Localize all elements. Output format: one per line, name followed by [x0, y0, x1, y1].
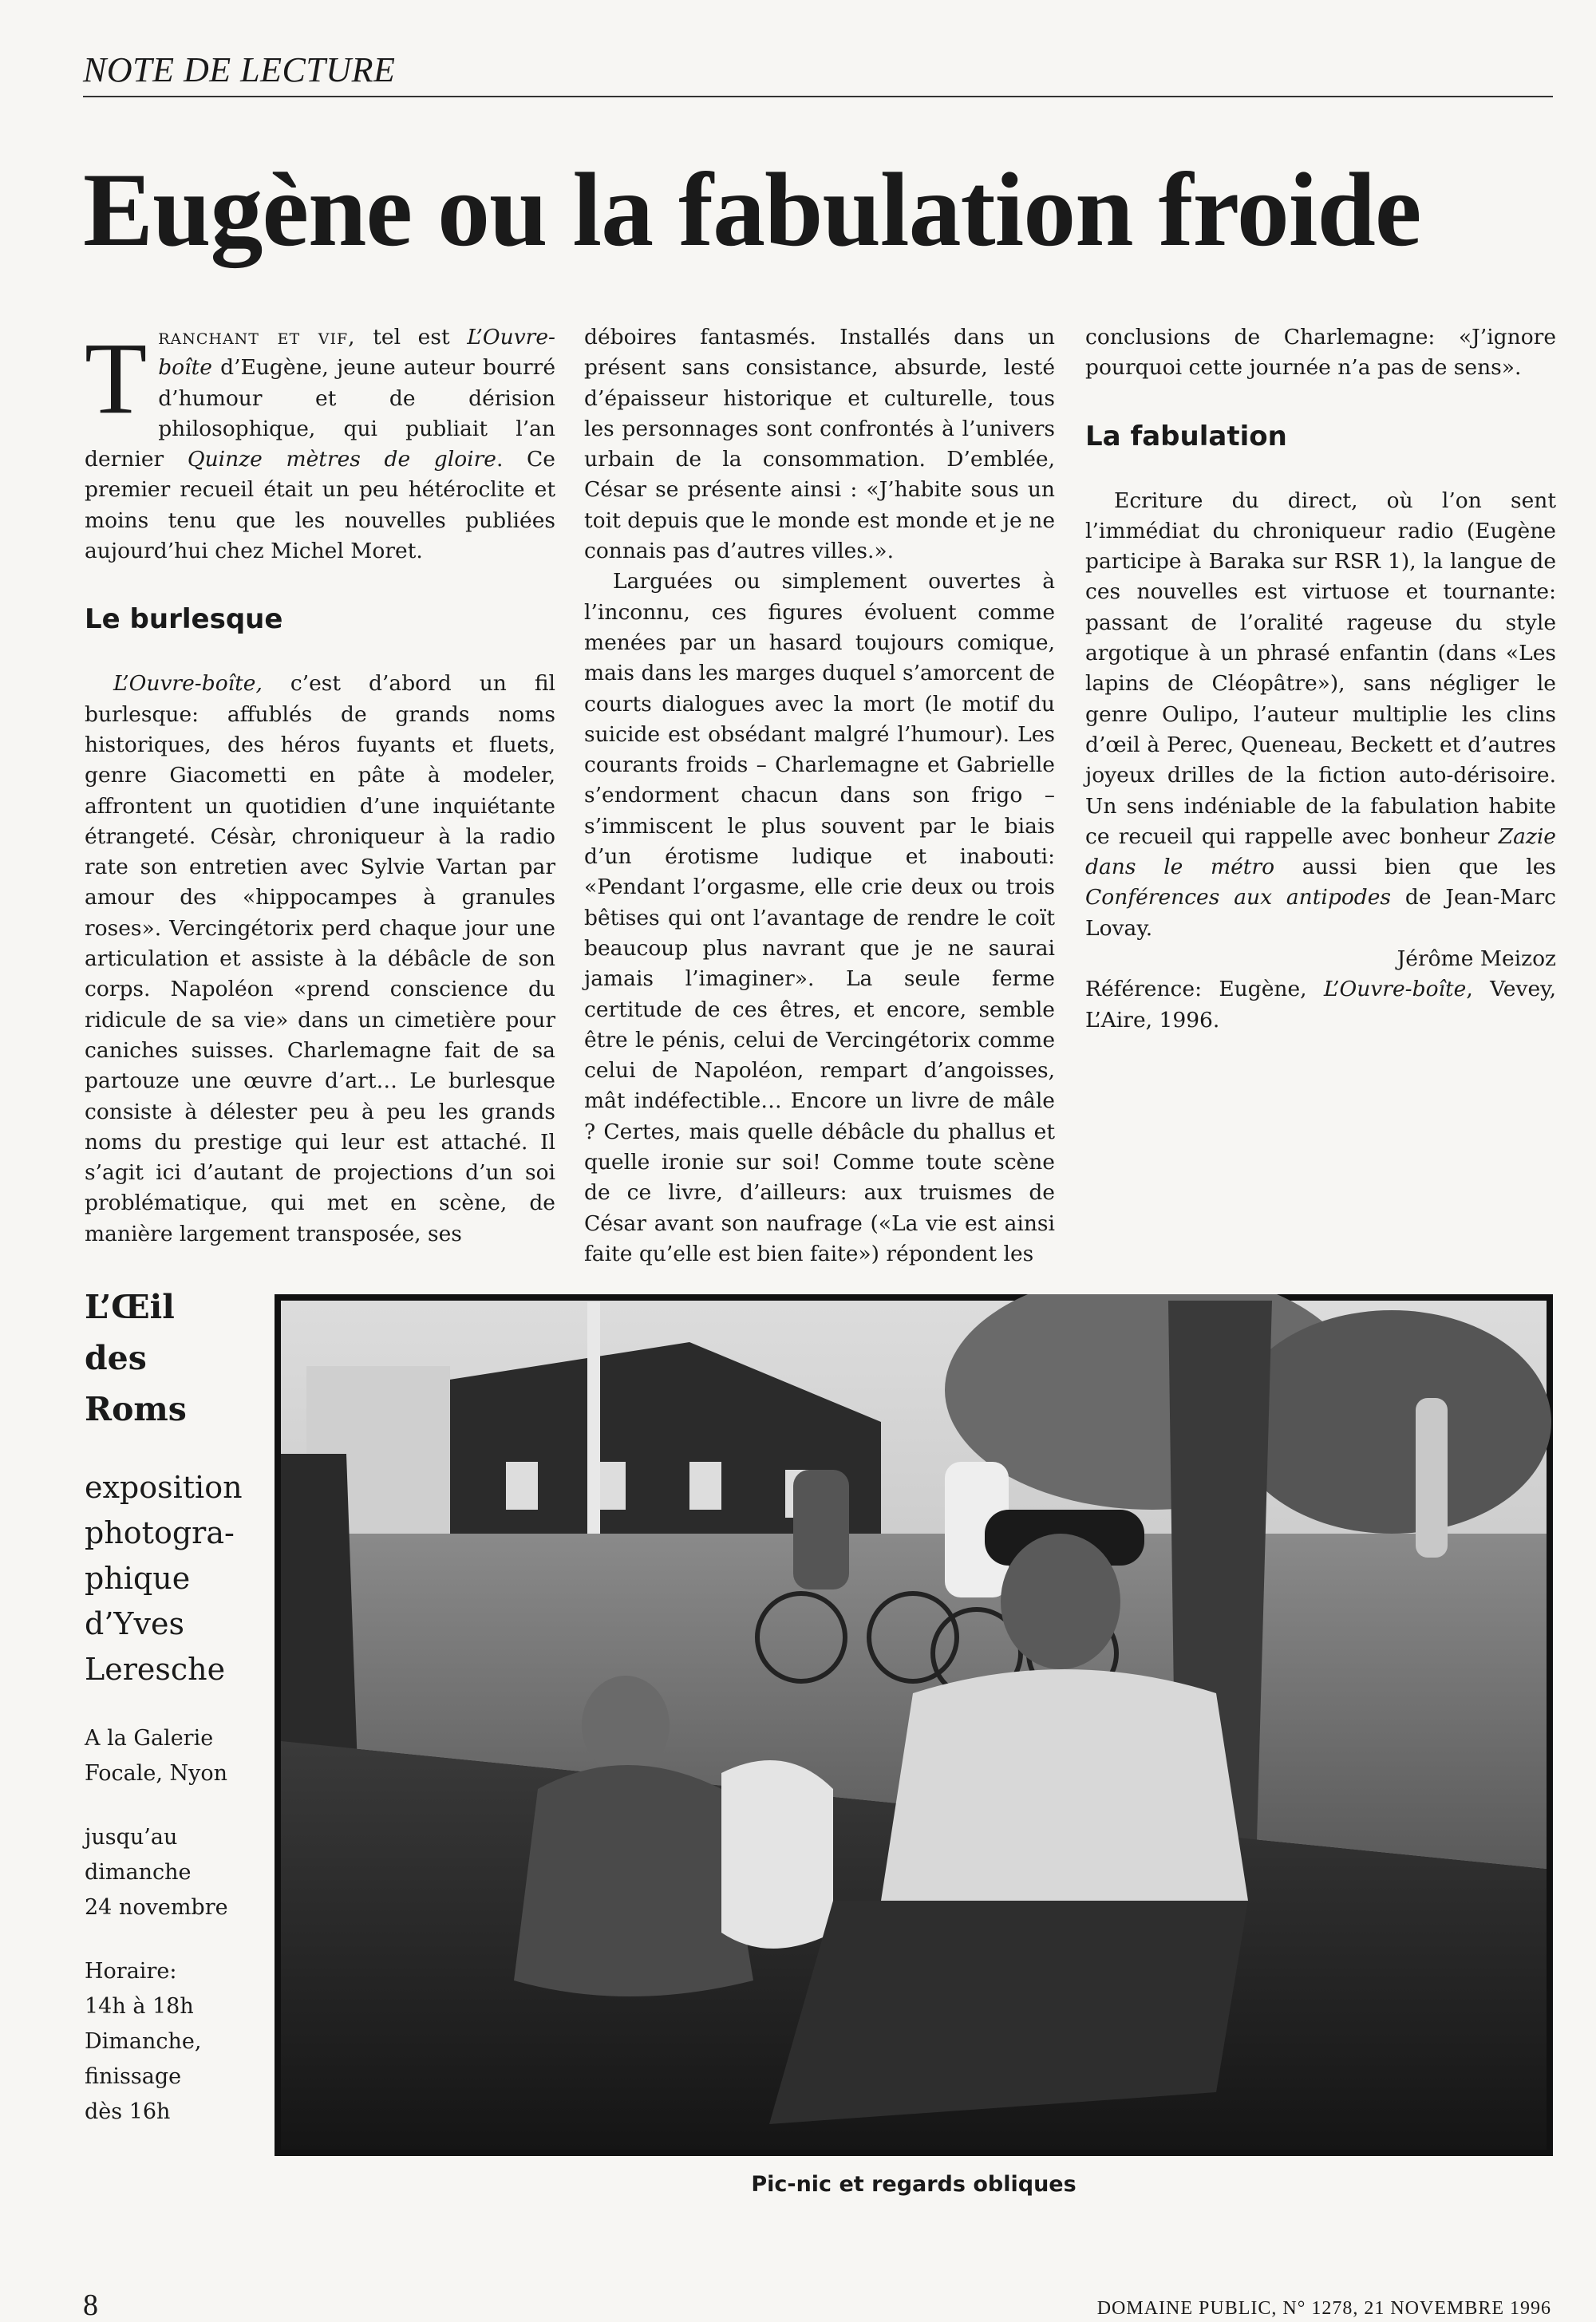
text: Ecriture du direct, où l’on sent l’immédiat du chroniqueur radio (Eugène participe à Baraka sur RSR 1), la langue de ces nouvelles est virtuose et tournante: passant de l’oralité rageuse du style argotique à un phrasé enfantin (dans «Les lapins de Cléopâtre»), sans négliger le genre Oulipo, l’auteur multiplie les clins d’œil à Perec, Queneau, Beckett et d’autres joyeux drilles de la fiction auto-dérisoire. Un sens indéniable de la fabulation habite ce recueil qui rappelle avec bonheur	[1085, 488, 1556, 849]
man-shirt	[881, 1669, 1248, 1901]
text: . Ce premier recueil était un peu hétéroclite et moins tenu que les nouvelles publiées aujourd’hui chez Michel Moret.	[85, 447, 555, 564]
book-title: Zazie dans le métro	[1085, 823, 1556, 880]
text: de Jean-Marc Lovay.	[1085, 885, 1556, 941]
drop-cap: T	[85, 322, 148, 435]
subtitle-line: Leresche	[85, 1652, 226, 1687]
hours-line: Dimanche,	[85, 2029, 202, 2054]
exhibition-title	[85, 1281, 268, 1435]
plastic-bag	[721, 1760, 833, 1949]
exhibition-photo	[275, 1294, 1553, 2156]
man-legs	[769, 1901, 1248, 2124]
exhibition-subtitle	[85, 1465, 268, 1692]
date-line: jusqu’au	[85, 1825, 178, 1850]
photo-caption: Pic-nic et regards obliques	[751, 2172, 1077, 2197]
pedestrian	[1416, 1398, 1448, 1558]
book-title: L’Ouvre-boîte	[158, 325, 555, 381]
paragraph	[1085, 486, 1556, 944]
subtitle-line: exposition	[85, 1470, 243, 1505]
text: c’est d’abord un fil burlesque: affublés de grands noms historiques, des héros fuyants et fluets, genre Giacometti en pâte à modeler, affrontent un quotidien d’une inquiétante étrangeté. Césàr, chroniqueur à la radio rate son entretien avec Sylvie Vartan par amour des «hippocampes à granules roses». Vercingétorix perd chaque jour une articulation et assiste à la débâcle de son corps. Napoléon «prend conscience du ridicule de sa vie» dans un cimetière pour caniches suisses. Charlemagne fait de sa partouze une œuvre d’art… Le burlesque consiste à délester peu à peu les grands noms du prestige qui leur est attaché. Il s’agit ici d’autant de projections d’un soi problématique, qui met en scène, de manière largement transposée, ses	[85, 671, 555, 1246]
woman-head	[582, 1676, 670, 1775]
page-number: 8	[83, 2288, 98, 2322]
pole	[587, 1302, 600, 1566]
text: Référence: Eugène,	[1085, 977, 1324, 1002]
exhibition-hours	[85, 1954, 268, 2130]
man-head	[1001, 1534, 1120, 1669]
photo-illustration	[275, 1294, 1553, 2156]
book-title: L’Ouvre-boîte	[1323, 977, 1467, 1002]
venue-line: A la Galerie	[85, 1726, 214, 1751]
book-reference	[1085, 974, 1556, 1036]
hours-line: Horaire:	[85, 1959, 177, 1984]
subheading-fabulation: La fabulation	[1085, 420, 1287, 452]
paragraph: Larguées ou simplement ouvertes à l’inconnu, ces figures évoluent comme menées par un hasard toujours comique, mais dans les marges duquel s’amorcent de courts dialogues avec la mort (le motif du suicide est obsédant malgré l’humour). Les courants froids – Charlemagne et Gabrielle s’endorment chacun dans son frigo – s’immiscent le plus souvent par le biais d’un érotisme ludique et inabouti: «Pendant l’orgasme, elle crie deux ou trois bêtises qui ont l’avantage de rendre le coït beaucoup plus navrant que je ne saurai jamais l’imaginer». La seule ferme certitude de ces êtres, et encore, semble être le pénis, celui de Vercingétorix comme celui de Napoléon, rempart d’angoisses, mât indéfectible… Encore un livre de mâle ? Certes, mais quelle débâcle du phallus et quelle ironie sur soi! Comme toute scène de ce livre, d’ailleurs: aux truismes de César avant son naufrage («La vie est ainsi faite qu’elle est bien faite») répondent les	[584, 569, 1055, 1266]
text: tel est	[355, 325, 468, 349]
paragraph	[85, 669, 555, 1250]
subtitle-line: phique	[85, 1561, 191, 1596]
exhibition-dates	[85, 1820, 268, 1925]
book-title: L’Ouvre-boîte,	[113, 671, 263, 697]
title-line: L’Œil	[85, 1288, 175, 1326]
woman-figure	[514, 1765, 753, 1996]
book-title: Conférences aux antipodes	[1085, 885, 1392, 910]
publication-reference: DOMAINE PUBLIC, N° 1278, 21 NOVEMBRE 1996	[1096, 2298, 1551, 2319]
lead-in: ranchant et vif,	[158, 325, 356, 349]
venue-line: Focale, Nyon	[85, 1761, 228, 1786]
title-line: Roms	[85, 1390, 187, 1428]
subtitle-line: d’Yves	[85, 1606, 184, 1641]
article-headline: Eugène ou la fabulation froide	[83, 151, 1421, 268]
article-column-1	[85, 322, 555, 1250]
tree-canopy	[1232, 1310, 1551, 1534]
hours-line: finissage	[85, 2064, 182, 2089]
exhibition-sidebar	[85, 1281, 268, 2130]
text: aussi bien que les	[1274, 855, 1556, 880]
section-rule	[83, 96, 1553, 97]
book-title: Quinze mètres de gloire	[187, 447, 496, 472]
text: , Vevey, L’Aire, 1996.	[1085, 977, 1557, 1033]
title-line: des	[85, 1339, 147, 1377]
subtitle-line: photogra-	[85, 1515, 235, 1550]
article-column-2	[584, 322, 1055, 1270]
exhibition-venue	[85, 1721, 268, 1791]
subheading-burlesque: Le burlesque	[85, 603, 283, 636]
lead-paragraph	[85, 322, 555, 567]
section-label: NOTE DE LECTURE	[83, 50, 396, 89]
hours-line: 14h à 18h	[85, 1994, 194, 2019]
paragraph-continued: conclusions de Charlemagne: «J’ignore pourquoi cette journée n’a pas de sens».	[1085, 325, 1556, 381]
cyclist	[793, 1470, 849, 1589]
hours-line: dès 16h	[85, 2099, 171, 2124]
text: d’Eugène, jeune auteur bourré d’humour et de dérision philosophique, qui publiait l’an dernier	[85, 355, 555, 472]
author-signature: Jérôme Meizoz	[1396, 946, 1556, 972]
date-line: dimanche	[85, 1860, 192, 1885]
paragraph-continued: déboires fantasmés. Installés dans un présent sans consistance, absurde, lesté d’épaisseur historique et culturelle, tous les personnages sont confrontés à l’univers urbain de la consommation. D’emblée, César se présente ainsi : «J’habite sous un toit depuis que le monde est monde et je ne connais pas d’autres villes.».	[584, 325, 1055, 564]
date-line: 24 novembre	[85, 1895, 228, 1920]
article-column-3	[1085, 322, 1556, 1036]
